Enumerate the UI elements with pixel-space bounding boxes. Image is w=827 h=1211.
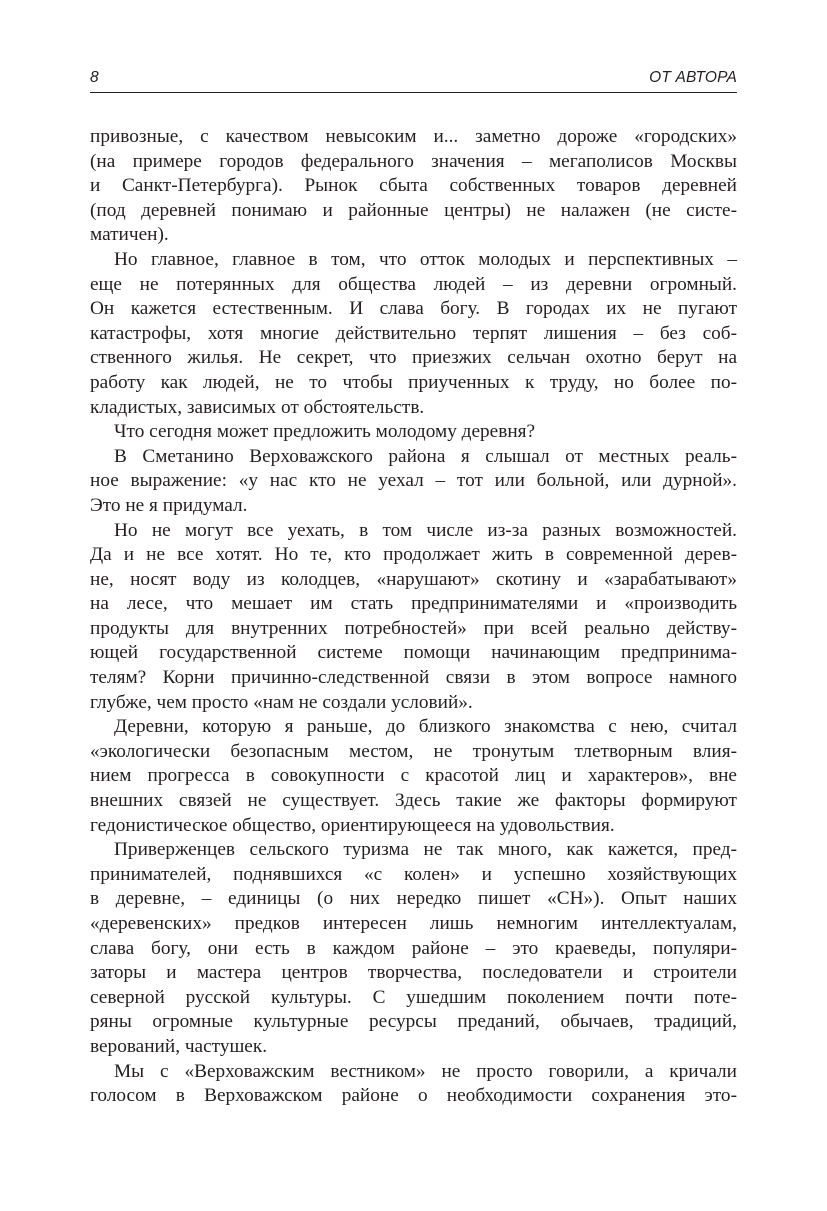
text-line: Но главное, главное в том, что отток молодых и перспективных – — [114, 248, 737, 270]
text-line: телям? Корни причинно-следственной связи в этом вопросе намного — [90, 667, 737, 689]
text-line: ное выражение: «у нас кто не уехал – тот или больной, или дурной». — [90, 470, 737, 492]
text-line: голосом в Верховажском районе о необходимости сохранения это- — [90, 1085, 737, 1107]
text-line: Приверженцев сельского туризма не так много, как кажется, пред- — [114, 839, 737, 861]
text-line: глубже, чем просто «нам не создали условий». — [90, 691, 473, 713]
text-line: и Санкт-Петербурга). Рынок сбыта собственных товаров деревней — [90, 175, 737, 197]
text-line: Да и не все хотят. Но те, кто продолжает жить в современной дерев- — [90, 544, 737, 566]
text-line: матичен). — [90, 224, 169, 246]
paragraph — [90, 248, 737, 420]
page-number: 8 — [90, 69, 99, 86]
running-header — [90, 66, 737, 93]
text-line: Мы с «Верховажским вестником» не просто говорили, а кричали — [114, 1060, 737, 1082]
text-line: ственного жилья. Не секрет, что приезжих сельчан охотно берут на — [90, 347, 737, 369]
text-line: еще не потерянных для общества людей – из деревни огромный. — [90, 273, 737, 295]
text-line: заторы и мастера центров творчества, последователи и строители — [90, 962, 737, 984]
text-line: Что сегодня может предложить молодому деревня? — [114, 421, 536, 443]
paragraph — [90, 420, 737, 445]
text-line: привозные, с качеством невысоким и... заметно дороже «городских» — [90, 126, 737, 147]
text-line: гедонистическое общество, ориентирующееся на удовольствия. — [90, 814, 615, 836]
text-line: Это не я придумал. — [90, 494, 248, 516]
text-line: на лесе, что мешает им стать предпринимателями и «производить — [90, 593, 737, 615]
text-line: продукты для внутренних потребностей» при всей реально действу- — [90, 617, 737, 639]
body-text — [90, 125, 737, 1109]
text-line: работу как людей, не то чтобы приученных к труду, но более по- — [90, 371, 737, 393]
text-line: катастрофы, хотя многие действительно терпят лишения – без соб- — [90, 322, 737, 344]
text-line: (на примере городов федерального значения – мегаполисов Москвы — [90, 150, 737, 172]
text-line: Он кажется естественным. И слава богу. В городах их не пугают — [90, 298, 737, 320]
text-line: верований, частушек. — [90, 1035, 268, 1057]
text-line: (под деревней понимаю и районные центры) не налажен (не систе- — [90, 199, 737, 221]
text-line: в деревне, – единицы (о них нередко пишет «СН»). Опыт наших — [90, 888, 737, 910]
paragraph — [90, 125, 737, 248]
text-line: ющей государственной системе помощи начинающим предпринима- — [90, 642, 737, 664]
text-line: кладистых, зависимых от обстоятельств. — [90, 396, 425, 418]
text-line: слава богу, они есть в каждом районе – это краеведы, популяри- — [90, 937, 737, 959]
paragraph — [90, 715, 737, 838]
text-line: не, носят воду из колодцев, «нарушают» скотину и «зарабатывают» — [90, 568, 737, 590]
text-line: Но не могут все уехать, в том числе из-за разных возможностей. — [114, 519, 737, 541]
text-line: принимателей, поднявшихся «с колен» и успешно хозяйствующих — [90, 863, 737, 885]
text-line: «экологически безопасным местом, не тронутым тлетворным влия- — [90, 740, 737, 762]
text-line: ряны огромные культурные ресурсы преданий, обычаев, традиций, — [90, 1011, 737, 1033]
paragraph — [90, 838, 737, 1059]
paragraph — [90, 1060, 737, 1109]
paragraph — [90, 445, 737, 519]
text-line: «деревенских» предков интересен лишь немногим интеллектуалам, — [90, 913, 737, 934]
text-line: В Сметанино Верховажского района я слышал от местных реаль- — [114, 445, 737, 467]
text-line: нием прогресса в совокупности с красотой лиц и характеров», вне — [90, 765, 737, 787]
text-line: внешних связей не существует. Здесь такие же факторы формируют — [90, 790, 737, 812]
text-line: Деревни, которую я раньше, до близкого знакомства с нею, считал — [114, 716, 737, 738]
text-line: северной русской культуры. С ушедшим поколением почти потe- — [90, 986, 737, 1008]
paragraph — [90, 519, 737, 716]
running-title: ОТ АВТОРА — [649, 69, 737, 86]
